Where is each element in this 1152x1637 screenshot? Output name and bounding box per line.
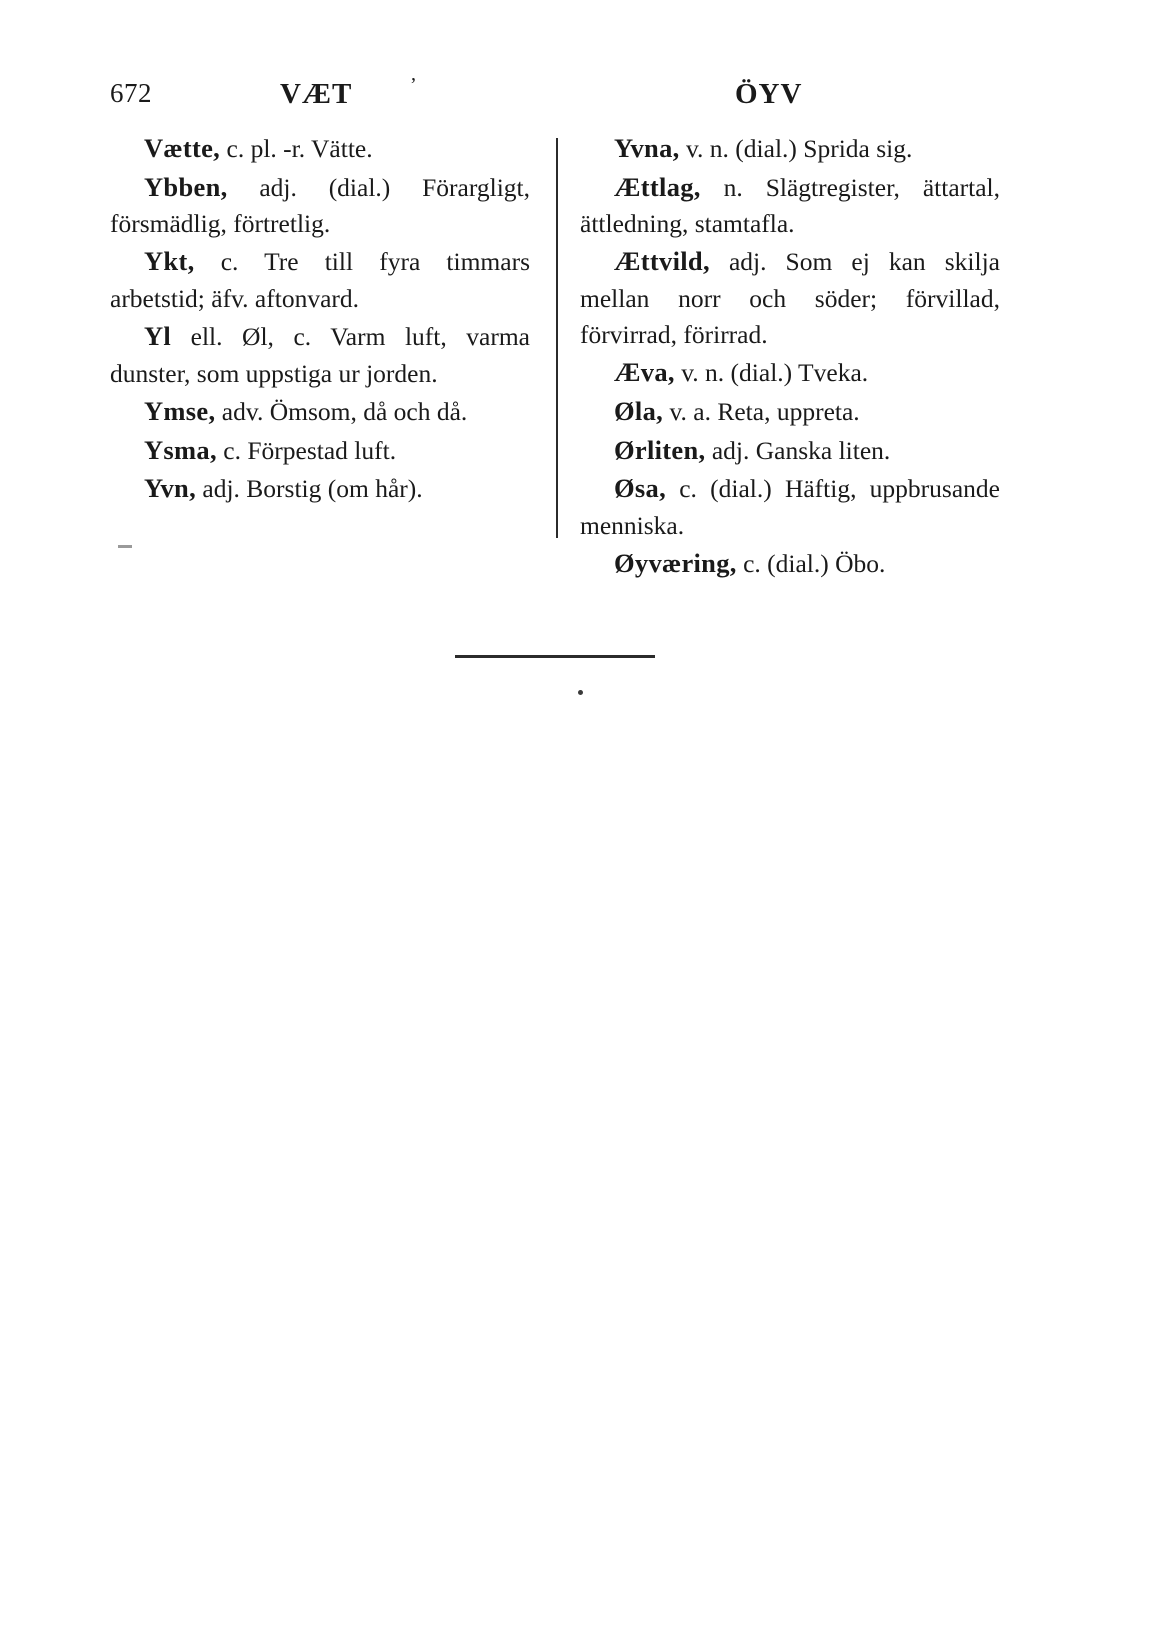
entry: [580, 243, 1000, 353]
entry: [580, 432, 1000, 470]
headword: Øsa,: [614, 473, 667, 504]
headword: Ysma,: [144, 434, 217, 465]
entry: [110, 243, 530, 317]
column-right: [580, 130, 1000, 584]
entry: [110, 130, 530, 168]
end-dot-ornament: [578, 690, 583, 695]
headword: Æva,: [614, 357, 675, 388]
entry-body: adj. Ganska liten.: [705, 435, 891, 465]
entry-body: v. a. Reta, uppreta.: [663, 397, 860, 427]
headword: Ymse,: [144, 396, 216, 427]
headword: Yvn,: [144, 473, 197, 504]
headword: Yl: [144, 321, 172, 352]
headword: Ættlag,: [614, 171, 701, 202]
entry-body: c. (dial.) Häftig, uppbrusande menniska.: [580, 474, 1000, 540]
headword: Ykt,: [144, 246, 195, 277]
entry: [580, 393, 1000, 431]
headword: Ørliten,: [614, 434, 706, 465]
entry: [110, 470, 530, 508]
headword: Ybben,: [144, 171, 228, 202]
entry: [110, 432, 530, 470]
entry: [110, 393, 530, 431]
headword: Vætte,: [144, 133, 221, 163]
entry: [110, 318, 530, 392]
stray-mark: ’: [410, 74, 417, 96]
page-speck: [118, 545, 132, 548]
column-divider-rule: [556, 138, 558, 538]
entry: [580, 470, 1000, 544]
entry-body: n. Slägtregister, ättartal, ättledning, stamtafla.: [580, 172, 1000, 239]
entry-body: c. Förpestad luft.: [216, 435, 397, 465]
entry-body: v. n. (dial.) Sprida sig.: [679, 134, 913, 163]
entry-body: adj. Som ej kan skilja mellan norr och söder; förvillad, förvirrad, förirrad.: [580, 247, 1000, 350]
entry-body: adj. Borstig (om hår).: [196, 474, 423, 504]
column-left: [110, 130, 530, 509]
running-head-left: VÆT: [280, 78, 353, 110]
entry: [580, 354, 1000, 392]
entry: [580, 545, 1000, 583]
headword: Ættvild,: [614, 246, 710, 277]
running-head-right: ÖYV: [735, 78, 803, 110]
headword: Yvna,: [614, 133, 680, 163]
entry-body: c. (dial.) Öbo.: [736, 549, 886, 579]
entry-body: c. Tre till fyra timmars arbetstid; äfv. aftonvard.: [110, 247, 530, 314]
entry: [110, 169, 530, 243]
entry-body: v. n. (dial.) Tveka.: [674, 358, 869, 388]
entry-body: ell. Øl, c. Varm luft, varma dunster, som uppstiga ur jorden.: [110, 322, 530, 388]
headword: Øla,: [614, 396, 664, 427]
entry: [580, 130, 1000, 168]
page-header: [110, 74, 1040, 118]
entry-body: c. pl. -r. Vätte.: [220, 134, 373, 163]
section-divider: [455, 655, 655, 658]
entry-body: adj. (dial.) Förargligt, försmädlig, förtretlig.: [110, 172, 530, 239]
entry-body: adv. Ömsom, då och då.: [215, 397, 468, 427]
headword: Øyværing,: [614, 548, 737, 579]
page-number: 672: [110, 78, 152, 108]
entry: [580, 169, 1000, 243]
